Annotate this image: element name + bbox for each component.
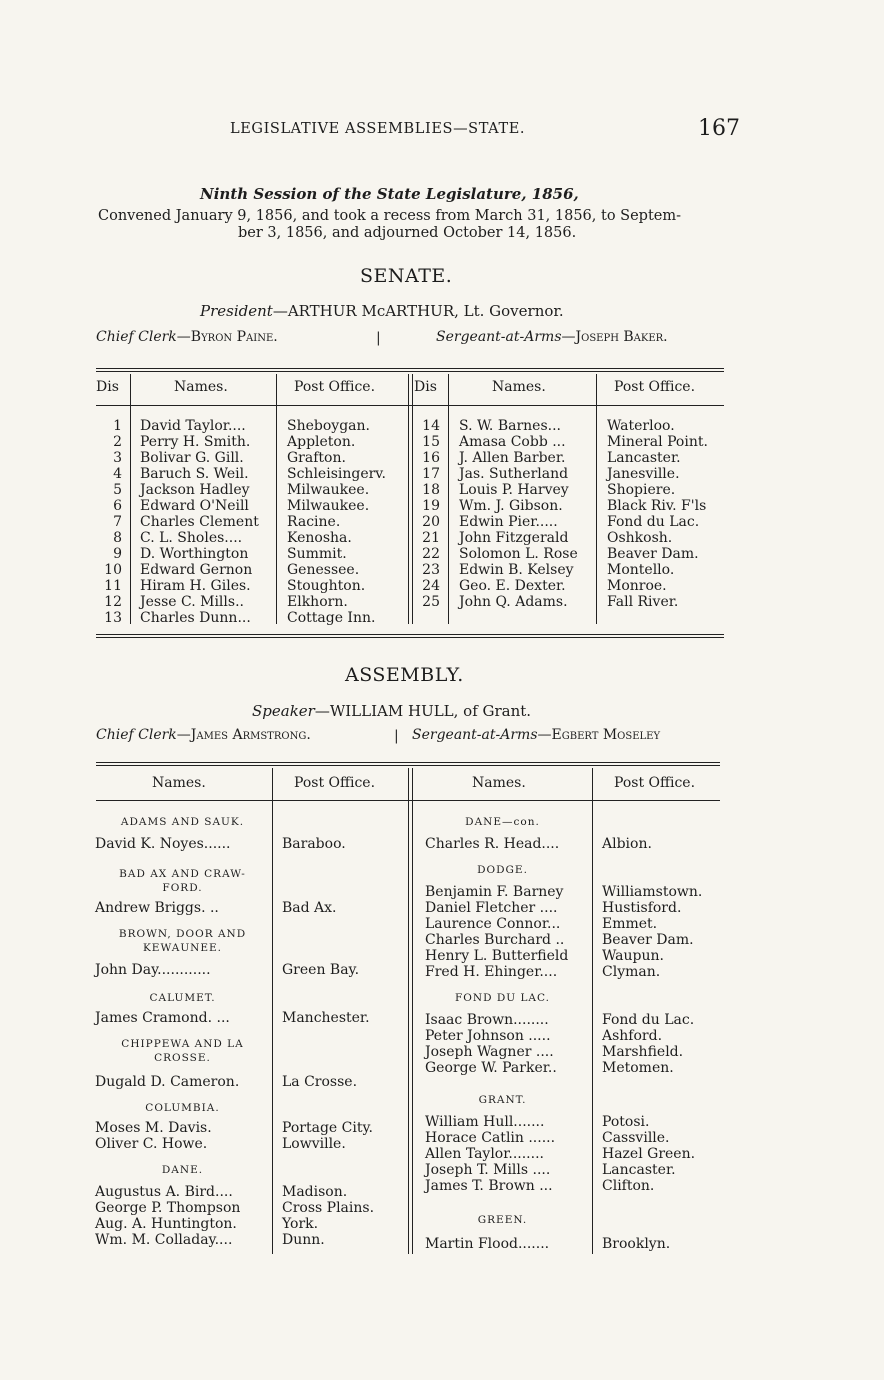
member-name: Isaac Brown........ — [425, 1012, 549, 1028]
president-name: —ARTHUR McARTHUR, Lt. Governor. — [272, 302, 564, 320]
senate-name: Amasa Cobb ... — [459, 434, 566, 450]
county-heading: CROSSE. — [154, 1052, 211, 1064]
running-title: LEGISLATIVE ASSEMBLIES—STATE. — [230, 121, 526, 137]
senate-post-office: Genessee. — [287, 562, 360, 578]
senate-bottom-rule-2 — [96, 637, 724, 638]
senate-district: 4 — [113, 466, 122, 482]
county-heading: GRANT. — [478, 1094, 527, 1106]
senate-post-office: Lancaster. — [607, 450, 681, 466]
senate-top-rule — [96, 368, 724, 369]
senate-name: David Taylor.... — [140, 418, 246, 434]
senate-post-office: Appleton. — [287, 434, 356, 450]
senate-name: Edwin B. Kelsey — [459, 562, 574, 578]
member-post-office: Emmet. — [602, 916, 658, 932]
senate-district: 16 — [422, 450, 440, 466]
member-post-office: Dunn. — [282, 1232, 325, 1248]
senate-post-office: Shopiere. — [607, 482, 676, 498]
senate-vline-5 — [448, 374, 449, 624]
senate-district: 18 — [422, 482, 440, 498]
senate-post-office: Summit. — [287, 546, 347, 562]
senate-clerk-label: Chief Clerk — [96, 329, 177, 345]
member-name: Daniel Fletcher .... — [425, 900, 558, 916]
senate-vline-3 — [408, 374, 409, 624]
senate-name: Louis P. Harvey — [459, 482, 569, 498]
member-post-office: Clyman. — [602, 964, 661, 980]
member-post-office: Williamstown. — [602, 884, 703, 900]
senate-vline-4 — [412, 374, 413, 624]
senate-sergeant-name: —Joseph Baker. — [561, 329, 668, 345]
assembly-divider-bar: | — [394, 728, 399, 744]
senate-name: Geo. E. Dexter. — [459, 578, 566, 594]
member-name: Benjamin F. Barney — [425, 884, 564, 900]
assembly-sergeant-name: —Egbert Moseley — [537, 727, 661, 743]
member-name: Henry L. Butterfield — [425, 948, 569, 964]
member-post-office: York. — [282, 1216, 319, 1232]
member-post-office: Cassville. — [602, 1130, 670, 1146]
member-name: David K. Noyes...... — [95, 836, 231, 852]
member-name: Martin Flood....... — [425, 1236, 550, 1252]
member-name: Andrew Briggs. .. — [95, 900, 219, 916]
assembly-vline-2 — [408, 768, 409, 1254]
member-post-office: Ashford. — [602, 1028, 663, 1044]
senate-col-post-2: Post Office. — [614, 379, 696, 395]
senate-post-office: Stoughton. — [287, 578, 366, 594]
member-name: Augustus A. Bird.... — [95, 1184, 233, 1200]
member-post-office: Cross Plains. — [282, 1200, 375, 1216]
member-name: Peter Johnson ..... — [425, 1028, 551, 1044]
senate-post-office: Black Riv. F'ls — [607, 498, 707, 514]
senate-name: Perry H. Smith. — [140, 434, 251, 450]
senate-vline-6 — [596, 374, 597, 624]
member-post-office: Beaver Dam. — [602, 932, 694, 948]
senate-district: 6 — [113, 498, 122, 514]
assembly-vline-4 — [592, 768, 593, 1254]
member-post-office: Albion. — [602, 836, 652, 852]
president-label: President — [200, 302, 273, 320]
assembly-sergeant-label: Sergeant-at-Arms — [412, 727, 538, 743]
senate-name: Edward O'Neill — [140, 498, 249, 514]
senate-district: 20 — [422, 514, 440, 530]
senate-post-office: Waterloo. — [607, 418, 675, 434]
member-name: Joseph T. Mills .... — [425, 1162, 551, 1178]
senate-district: 12 — [104, 594, 122, 610]
member-post-office: Brooklyn. — [602, 1236, 671, 1252]
member-post-office: Fond du Lac. — [602, 1012, 695, 1028]
senate-district: 21 — [422, 530, 440, 546]
county-heading: FOND DU LAC. — [455, 992, 550, 1004]
senate-district: 9 — [113, 546, 122, 562]
senate-heading: SENATE. — [360, 265, 453, 287]
member-post-office: Potosi. — [602, 1114, 650, 1130]
county-heading: DANE—con. — [465, 816, 540, 828]
assembly-vline-3 — [412, 768, 413, 1254]
member-post-office: Bad Ax. — [282, 900, 337, 916]
senate-post-office: Grafton. — [287, 450, 346, 466]
senate-district: 7 — [113, 514, 122, 530]
senate-post-office: Beaver Dam. — [607, 546, 699, 562]
member-post-office: Manchester. — [282, 1010, 370, 1026]
member-post-office: Baraboo. — [282, 836, 346, 852]
member-name: John Day............ — [95, 962, 211, 978]
county-heading: CHIPPEWA AND LA — [121, 1038, 244, 1050]
senate-name: D. Worthington — [140, 546, 249, 562]
session-line-2: ber 3, 1856, and adjourned October 14, 1856. — [238, 225, 577, 241]
assembly-col-names: Names. — [152, 775, 206, 791]
senate-district: 22 — [422, 546, 440, 562]
page-number: 167 — [698, 116, 740, 141]
assembly-clerk: —James Armstrong. — [176, 727, 311, 743]
senate-district: 23 — [422, 562, 440, 578]
senate-header-rule — [96, 405, 724, 406]
assembly-speaker — [252, 702, 531, 720]
senate-post-office: Kenosha. — [287, 530, 352, 546]
member-post-office: Hustisford. — [602, 900, 682, 916]
senate-col-names-2: Names. — [492, 379, 546, 395]
member-name: Laurence Connor... — [425, 916, 561, 932]
assembly-officers — [96, 727, 311, 743]
member-name: Charles Burchard .. — [425, 932, 565, 948]
assembly-vline-1 — [272, 768, 273, 1254]
senate-post-office: Montello. — [607, 562, 675, 578]
speaker-name: —WILLIAM HULL, of Grant. — [314, 702, 532, 720]
member-name: George P. Thompson — [95, 1200, 241, 1216]
senate-district: 5 — [113, 482, 122, 498]
member-name: Aug. A. Huntington. — [95, 1216, 237, 1232]
speaker-label: Speaker — [252, 702, 315, 720]
county-heading: BAD AX AND CRAW- — [119, 868, 246, 880]
senate-name: Jesse C. Mills.. — [140, 594, 244, 610]
member-name: Joseph Wagner .... — [425, 1044, 554, 1060]
county-heading: BROWN, DOOR AND — [118, 928, 247, 940]
county-heading: ADAMS AND SAUK. — [120, 816, 245, 828]
senate-post-office: Schleisingerv. — [287, 466, 387, 482]
member-name: Moses M. Davis. — [95, 1120, 212, 1136]
county-heading: COLUMBIA. — [145, 1102, 220, 1114]
member-name: Fred H. Ehinger.... — [425, 964, 558, 980]
senate-post-office: Milwaukee. — [287, 482, 370, 498]
assembly-top-rule-2 — [96, 765, 720, 766]
assembly-col-names-2: Names. — [472, 775, 526, 791]
senate-col-names: Names. — [174, 379, 228, 395]
county-heading: GREEN. — [477, 1214, 528, 1226]
member-post-office: Portage City. — [282, 1120, 373, 1136]
senate-post-office: Racine. — [287, 514, 341, 530]
assembly-col-post: Post Office. — [294, 775, 376, 791]
senate-vline-1 — [130, 374, 131, 624]
senate-name: Hiram H. Giles. — [140, 578, 251, 594]
senate-name: Solomon L. Rose — [459, 546, 578, 562]
senate-post-office: Fall River. — [607, 594, 679, 610]
senate-name: John Q. Adams. — [459, 594, 568, 610]
senate-officers — [96, 329, 278, 345]
senate-district: 3 — [113, 450, 122, 466]
senate-district: 15 — [422, 434, 440, 450]
senate-vline-2 — [276, 374, 277, 624]
member-post-office: Metomen. — [602, 1060, 674, 1076]
member-name: James Cramond. ... — [95, 1010, 230, 1026]
senate-district: 25 — [422, 594, 440, 610]
senate-district: 19 — [422, 498, 440, 514]
senate-name: C. L. Sholes.... — [140, 530, 243, 546]
senate-post-office: Elkhorn. — [287, 594, 348, 610]
senate-sergeant — [436, 329, 668, 345]
member-post-office: Clifton. — [602, 1178, 655, 1194]
county-heading: FORD. — [162, 882, 203, 894]
assembly-heading: ASSEMBLY. — [345, 664, 464, 686]
assembly-top-rule — [96, 762, 720, 763]
senate-post-office: Mineral Point. — [607, 434, 708, 450]
senate-name: John Fitzgerald — [459, 530, 569, 546]
member-post-office: Green Bay. — [282, 962, 360, 978]
senate-col-post: Post Office. — [294, 379, 376, 395]
member-post-office: Waupun. — [602, 948, 664, 964]
senate-post-office: Monroe. — [607, 578, 667, 594]
senate-top-rule-2 — [96, 371, 724, 372]
assembly-clerk-label: Chief Clerk — [96, 727, 177, 743]
member-post-office: Marshfield. — [602, 1044, 684, 1060]
session-title: Ninth Session of the State Legislature, 1856, — [200, 185, 579, 203]
senate-name: Charles Dunn... — [140, 610, 251, 626]
member-name: Allen Taylor........ — [425, 1146, 544, 1162]
senate-post-office: Cottage Inn. — [287, 610, 376, 626]
senate-district: 14 — [422, 418, 440, 434]
senate-district: 17 — [422, 466, 440, 482]
member-name: George W. Parker.. — [425, 1060, 557, 1076]
member-name: Oliver C. Howe. — [95, 1136, 208, 1152]
senate-post-office: Milwaukee. — [287, 498, 370, 514]
senate-divider-bar: | — [376, 330, 381, 346]
senate-post-office: Sheboygan. — [287, 418, 370, 434]
senate-bottom-rule — [96, 634, 724, 635]
senate-district: 11 — [104, 578, 122, 594]
senate-district: 2 — [113, 434, 122, 450]
assembly-sergeant — [412, 727, 660, 743]
senate-name: Jas. Sutherland — [459, 466, 569, 482]
senate-name: Jackson Hadley — [140, 482, 250, 498]
senate-post-office: Oshkosh. — [607, 530, 673, 546]
member-post-office: Hazel Green. — [602, 1146, 696, 1162]
member-post-office: Lowville. — [282, 1136, 346, 1152]
senate-post-office: Janesville. — [607, 466, 680, 482]
member-post-office: Madison. — [282, 1184, 348, 1200]
senate-district: 8 — [113, 530, 122, 546]
member-post-office: Lancaster. — [602, 1162, 676, 1178]
member-post-office: La Crosse. — [282, 1074, 358, 1090]
senate-col-dis-2: Dis — [414, 379, 437, 395]
county-heading: CALUMET. — [149, 992, 216, 1004]
senate-name: Edwin Pier..... — [459, 514, 558, 530]
county-heading: DANE. — [161, 1164, 204, 1176]
senate-district: 24 — [422, 578, 440, 594]
session-line-1: Convened January 9, 1856, and took a recess from March 31, 1856, to Septem- — [98, 208, 682, 224]
senate-president — [200, 302, 564, 320]
member-name: William Hull....... — [425, 1114, 545, 1130]
senate-district: 10 — [104, 562, 122, 578]
senate-name: S. W. Barnes... — [459, 418, 561, 434]
senate-district: 13 — [104, 610, 122, 626]
senate-name: Wm. J. Gibson. — [459, 498, 563, 514]
member-name: Charles R. Head.... — [425, 836, 560, 852]
senate-post-office: Fond du Lac. — [607, 514, 700, 530]
county-heading: KEWAUNEE. — [142, 942, 223, 954]
senate-name: Edward Gernon — [140, 562, 253, 578]
senate-name: J. Allen Barber. — [459, 450, 566, 466]
senate-clerk: —Byron Paine. — [176, 329, 278, 345]
senate-col-dis: Dis — [96, 379, 119, 395]
member-name: James T. Brown ... — [425, 1178, 553, 1194]
senate-name: Bolivar G. Gill. — [140, 450, 244, 466]
member-name: Horace Catlin ...... — [425, 1130, 556, 1146]
senate-name: Baruch S. Weil. — [140, 466, 249, 482]
senate-name: Charles Clement — [140, 514, 259, 530]
senate-district: 1 — [113, 418, 122, 434]
member-name: Dugald D. Cameron. — [95, 1074, 240, 1090]
senate-sergeant-label: Sergeant-at-Arms — [436, 329, 562, 345]
county-heading: DODGE. — [477, 864, 528, 876]
assembly-col-post-2: Post Office. — [614, 775, 696, 791]
member-name: Wm. M. Colladay.... — [95, 1232, 233, 1248]
